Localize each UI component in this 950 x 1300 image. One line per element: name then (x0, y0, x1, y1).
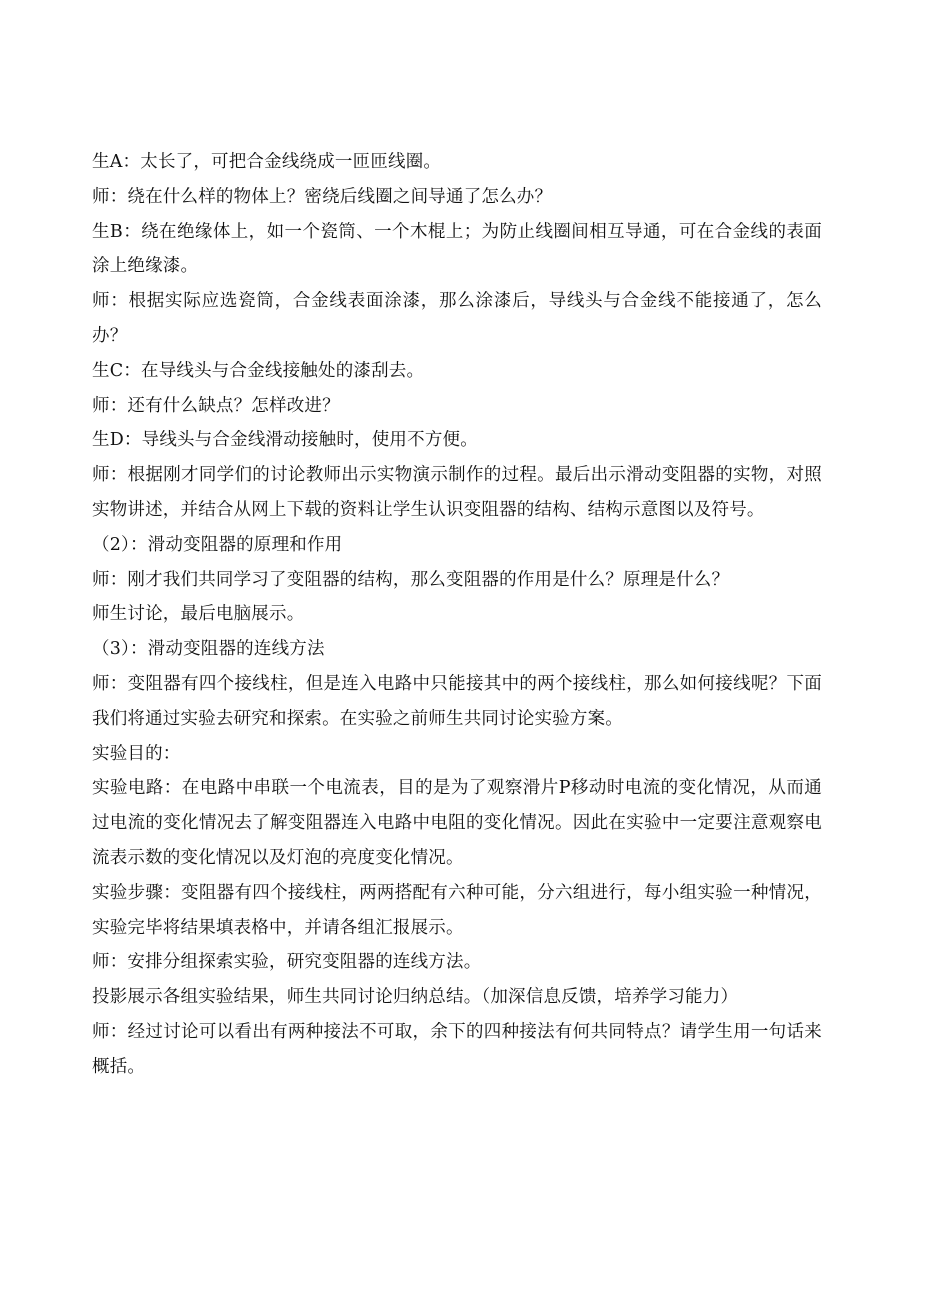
paragraph-teacher-wiring: 师：变阻器有四个接线柱，但是连入电路中只能接其中的两个接线柱，那么如何接线呢？下面我们将通过实验去研究和探索。在实验之前师生共同讨论实验方案。 (92, 673, 822, 729)
section-heading-wiring: （3）：滑动变阻器的连线方法 (92, 639, 325, 660)
paragraph-student-a: 生A：太长了，可把合金线绕成一匝匝线圈。 (92, 152, 442, 172)
paragraph-teacher-question-2: 师：根据实际应选瓷筒，合金线表面涂漆，那么涂漆后，导线头与合金线不能接通了，怎么办？ (92, 291, 822, 346)
paragraph-teacher-summary: 师：经过讨论可以看出有两种接法不可取，余下的四种接法有何共同特点？请学生用一句话来概括。 (92, 1021, 822, 1077)
paragraph-teacher-question-3: 师：还有什么缺点？怎样改进？ (92, 395, 340, 416)
paragraph-teacher-question-1: 师：绕在什么样的物体上？密绕后线圈之间导通了怎么办？ (92, 186, 553, 207)
paragraph-projection-results: 投影展示各组实验结果，师生共同讨论归纳总结。（加深信息反馈，培养学习能力） (92, 987, 739, 1008)
paragraph-teacher-demonstration: 师：根据刚才同学们的讨论教师出示实物演示制作的过程。最后出示滑动变阻器的实物，对照实物讲述，并结合从网上下载的资料让学生认识变阻器的结构、结构示意图以及符号。 (92, 465, 822, 520)
document-body (92, 145, 822, 1085)
section-heading-principle: （2）：滑动变阻器的原理和作用 (92, 534, 343, 555)
paragraph-experiment-purpose: 实验目的： (92, 743, 181, 764)
paragraph-discussion: 师生讨论，最后电脑展示。 (92, 604, 305, 625)
paragraph-teacher-arrangement: 师：安排分组探索实验，研究变阻器的连线方法。 (92, 952, 482, 973)
paragraph-experiment-steps: 实验步骤：变阻器有四个接线柱，两两搭配有六种可能，分六组进行，每小组实验一种情况，实验完毕将结果填表格中，并请各组汇报展示。 (92, 882, 822, 938)
paragraph-student-b: 生B：绕在绝缘体上，如一个瓷筒、一个木棍上；为防止线圈间相互导通，可在合金线的表面涂上绝缘漆。 (92, 221, 822, 277)
paragraph-teacher-principle: 师：刚才我们共同学习了变阻器的结构，那么变阻器的作用是什么？原理是什么？ (92, 569, 730, 590)
paragraph-student-d: 生D：导线头与合金线滑动接触时，使用不方便。 (92, 430, 478, 451)
paragraph-experiment-circuit: 实验电路：在电路中串联一个电流表，目的是为了观察滑片P移动时电流的变化情况，从而通过电流的变化情况去了解变阻器连入电路中电阻的变化情况。因此在实验中一定要注意观察电流表示数的变化情况以及灯泡的亮度变化情况。 (92, 778, 822, 868)
paragraph-student-c: 生C：在导线头与合金线接触处的漆刮去。 (92, 360, 425, 381)
